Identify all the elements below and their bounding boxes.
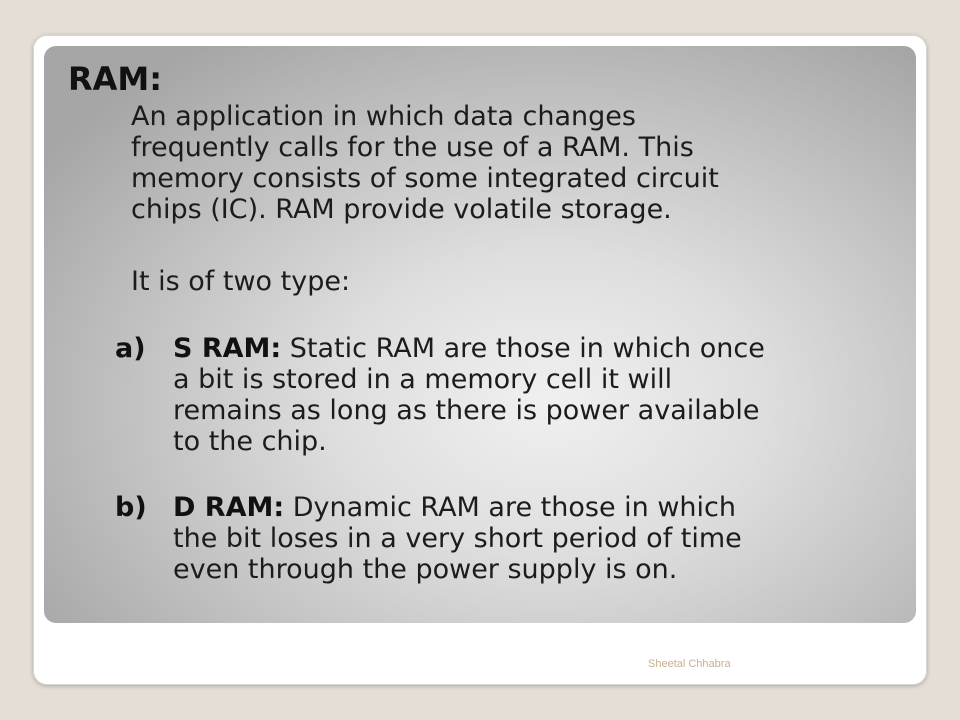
- list-item-text: Dynamic RAM are those in which: [284, 492, 736, 523]
- list-item-line: even through the power supply is on.: [173, 554, 678, 585]
- list-item-line: [173, 333, 903, 364]
- slide-title: RAM:: [68, 60, 163, 98]
- list-marker: b): [115, 492, 147, 523]
- types-heading: It is of two type:: [131, 266, 351, 297]
- list-item-line: a bit is stored in a memory cell it will: [173, 364, 673, 395]
- intro-line: memory consists of some integrated circuit: [131, 163, 719, 194]
- list-item-term: S RAM:: [173, 333, 282, 364]
- intro-line: chips (IC). RAM provide volatile storage.: [131, 194, 672, 225]
- list-marker: a): [115, 333, 146, 364]
- list-item-body: [173, 333, 903, 457]
- list-item-term: D RAM:: [173, 492, 285, 523]
- footer-author: Sheetal Chhabra: [648, 658, 731, 670]
- list-item-line: [173, 492, 903, 523]
- intro-line: frequently calls for the use of a RAM. This: [131, 132, 694, 163]
- intro-line: An application in which data changes: [131, 101, 636, 132]
- intro-paragraph: [131, 101, 891, 225]
- list-item-line: remains as long as there is power available: [173, 395, 760, 426]
- list-item-text: Static RAM are those in which once: [281, 333, 765, 364]
- list-item-body: [173, 492, 903, 585]
- list-item-line: to the chip.: [173, 426, 327, 457]
- list-item-line: the bit loses in a very short period of time: [173, 523, 742, 554]
